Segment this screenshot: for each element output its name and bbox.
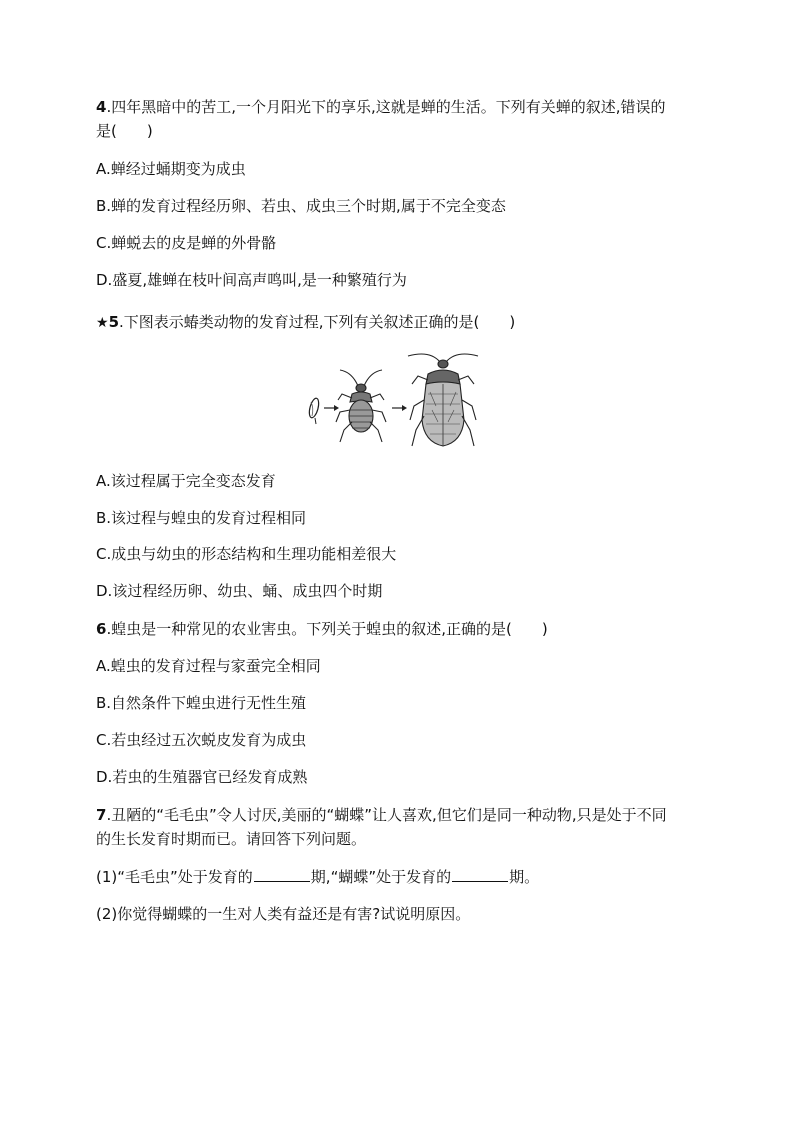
question-4-stem-line1: 4.四年黑暗中的苦工,一个月阳光下的享乐,这就是蝉的生活。下列有关蝉的叙述,错误的 [96,98,666,116]
question-4-option-d: D.盛夏,雄蝉在枝叶间高声鸣叫,是一种繁殖行为 [96,271,407,289]
question-6-option-c: C.若虫经过五次蜕皮发育为成虫 [96,731,307,749]
answer-blank-1[interactable] [254,867,310,882]
question-5-number: 5 [108,313,119,331]
question-5-stem: ★5.下图表示蝽类动物的发育过程,下列有关叙述正确的是( ) [96,313,516,331]
question-7-stem-line2: 的生长发育时期而已。请回答下列问题。 [96,830,367,848]
question-7-number: 7 [96,806,107,824]
adult-bug-illustration [408,354,478,446]
question-6-option-a: A.蝗虫的发育过程与家蚕完全相同 [96,657,321,675]
star-icon: ★ [96,315,109,331]
answer-blank-2[interactable] [452,867,508,882]
question-4-option-c: C.蝉蜕去的皮是蝉的外骨骼 [96,234,277,252]
question-5-option-a: A.该过程属于完全变态发育 [96,472,276,490]
development-diagram [300,350,500,450]
arrow-icon [392,405,407,411]
question-6-stem: 6.蝗虫是一种常见的农业害虫。下列关于蝗虫的叙述,正确的是( ) [96,620,548,638]
question-6-option-b: B.自然条件下蝗虫进行无性生殖 [96,694,307,712]
insect-development-figure [300,350,500,450]
question-7-sub1: (1)“毛毛虫”处于发育的 期,“蝴蝶”处于发育的 期。 [96,868,540,886]
question-7-stem-line1: 7.丑陋的“毛毛虫”令人讨厌,美丽的“蝴蝶”让人喜欢,但它们是同一种动物,只是处于不同 [96,806,667,824]
question-5-option-c: C.成虫与幼虫的形态结构和生理功能相差很大 [96,545,397,563]
question-4-number: 4 [96,98,107,116]
question-4-stem-line2: 是( ) [96,122,153,140]
question-4-option-b: B.蝉的发育过程经历卵、若虫、成虫三个时期,属于不完全变态 [96,197,506,215]
question-6-option-d: D.若虫的生殖器官已经发育成熟 [96,768,308,786]
question-6-number: 6 [96,620,107,638]
question-5-option-b: B.该过程与蝗虫的发育过程相同 [96,509,307,527]
egg-illustration [308,397,321,424]
question-7-sub2: (2)你觉得蝴蝶的一生对人类有益还是有害?试说明原因。 [96,905,471,923]
question-5-option-d: D.该过程经历卵、幼虫、蛹、成虫四个时期 [96,582,383,600]
question-4-option-a: A.蝉经过蛹期变为成虫 [96,160,246,178]
arrow-icon [324,405,339,411]
nymph-illustration [336,370,386,442]
